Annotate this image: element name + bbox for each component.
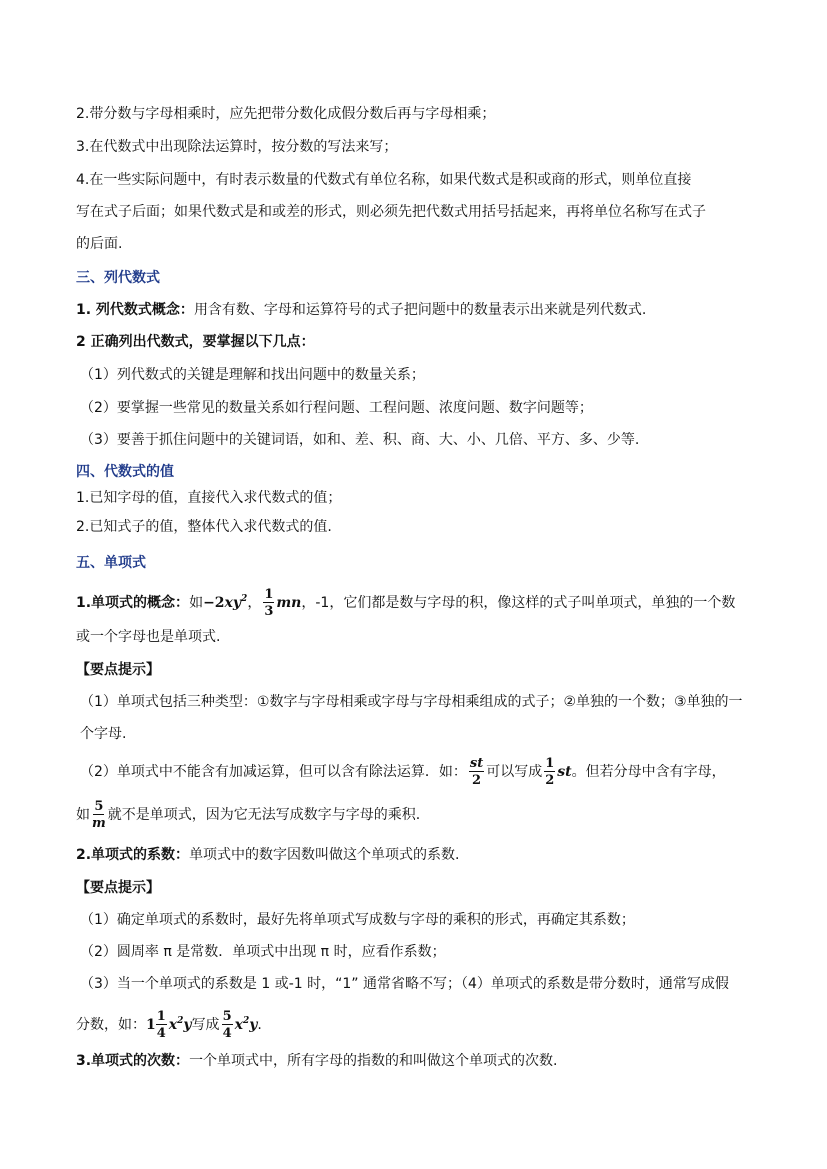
fraction-st-over-2: $\frac{st}{2}$: [469, 756, 484, 788]
section-3-concept: [76, 300, 646, 320]
tip-2-middle: 可以写成: [486, 764, 543, 780]
degree-text: 一个单项式中，所有字母的指数的和叫做这个单项式的次数.: [189, 1053, 558, 1069]
expr-x2y-1: $x^2y$: [168, 1016, 192, 1033]
expr-x2y-2: $x^2y$: [234, 1016, 258, 1033]
text-line-1: 2.带分数与字母相乘时，应先把带分数化成假分数后再与字母相乘；: [76, 106, 496, 122]
section-4-heading: 四、代数式的值: [76, 464, 174, 480]
tip-3-line: [76, 796, 420, 834]
concept-text: 用含有数、字母和运算符号的式子把问题中的数量表示出来就是列代数式.: [193, 302, 647, 318]
section-5-heading: 五、单项式: [76, 555, 146, 571]
coef-tip-1: （1）确定单项式的系数时，最好先将单项式写成数与字母的乘积的形式，再确定其系数；: [80, 912, 635, 928]
monomial-definition: [76, 580, 735, 622]
degree-definition: [76, 1051, 558, 1071]
tip-2-suffix: 。但若分母中含有字母，: [571, 764, 726, 780]
text-line-3: 4.在一些实际问题中，有时表示数量的代数式有单位名称，如果代数式是积或商的形式，则单位直接: [76, 172, 692, 188]
example-fraction-one-third: $\frac{1}{3}$: [264, 587, 274, 619]
definition-label: 1.单项式的概念：: [76, 595, 190, 611]
example-monomial-1: $-2xy^2$: [203, 594, 248, 611]
text-line-4: 写在式子后面；如果代数式是和或差的形式，则必须先把代数式用括号括起来，再将单位名称写在式子: [76, 204, 706, 220]
definition-prefix: 如: [189, 595, 204, 611]
coefficient-definition: [76, 845, 460, 865]
section-4-item-2: 2.已知式子的值，整体代入求代数式的值.: [76, 519, 332, 535]
text-line-5: 的后面.: [76, 236, 123, 252]
fraction-5-over-m: $\frac{5}{m}$: [92, 799, 106, 831]
mixed-whole: 1: [146, 1017, 156, 1033]
tip-2-line: [80, 753, 726, 791]
fraction-one-quarter: $\frac{1}{4}$: [156, 1009, 166, 1041]
tip-3-suffix: 就不是单项式，因为它无法写成数字与字母的乘积.: [107, 807, 421, 823]
coefficient-text: 单项式中的数字因数叫做这个单项式的系数.: [189, 847, 460, 863]
definition-line-2: 或一个字母也是单项式.: [76, 629, 221, 645]
variable-st: st: [557, 764, 572, 780]
coef-tip-4: [76, 1000, 262, 1046]
tip-title-2: 【要点提示】: [76, 880, 160, 896]
coef-tip-4-prefix: 分数，如：: [76, 1017, 146, 1033]
section-3-point-1: （1）列代数式的关键是理解和找出问题中的数量关系；: [80, 367, 425, 383]
coef-tip-3: （3）当一个单项式的系数是 1 或-1 时，“1” 通常省略不写；（4）单项式的系数是带分数时，通常写成假: [80, 976, 729, 992]
section-3-heading: 三、列代数式: [76, 270, 160, 286]
tip-3-prefix: 如: [76, 807, 90, 823]
tip-1-line-1: （1）单项式包括三种类型：①数字与字母相乘或字母与字母相乘组成的式子；②单独的一个数；③单独的一: [80, 694, 743, 710]
section-3-point-3: （3）要善于抓住问题中的关键词语，如和、差、积、商、大、小、几倍、平方、多、少等.: [80, 432, 640, 448]
tip-title-1: 【要点提示】: [76, 662, 160, 678]
fraction-five-quarters: $\frac{5}{4}$: [222, 1009, 232, 1041]
section-3-points-title: 2 正确列出代数式，要掌握以下几点：: [76, 334, 315, 350]
section-3-point-2: （2）要掌握一些常见的数量关系如行程问题、工程问题、浓度问题、数字问题等；: [80, 400, 593, 416]
tip-1-line-2: 个字母.: [80, 726, 127, 742]
coef-tip-2: （2）圆周率 π 是常数．单项式中出现 π 时，应看作系数；: [80, 944, 446, 960]
definition-rest: ，-1，它们都是数与字母的积，像这样的式子叫单项式，单独的一个数: [301, 595, 736, 611]
concept-label: 1. 列代数式概念：: [76, 302, 194, 318]
coef-tip-4-middle: 写成: [191, 1017, 220, 1033]
coef-tip-4-end: .: [257, 1017, 262, 1033]
fraction-one-half: $\frac{1}{2}$: [545, 756, 555, 788]
text-line-2: 3.在代数式中出现除法运算时，按分数的写法来写；: [76, 139, 398, 155]
tip-2-prefix: （2）单项式中不能含有加减运算，但可以含有除法运算．如：: [80, 764, 467, 780]
example-variable-mn: mn: [276, 595, 302, 611]
degree-label: 3.单项式的次数：: [76, 1053, 190, 1069]
section-4-item-1: 1.已知字母的值，直接代入求代数式的值；: [76, 490, 342, 506]
coefficient-label: 2.单项式的系数：: [76, 847, 190, 863]
separator: ，: [247, 595, 262, 611]
